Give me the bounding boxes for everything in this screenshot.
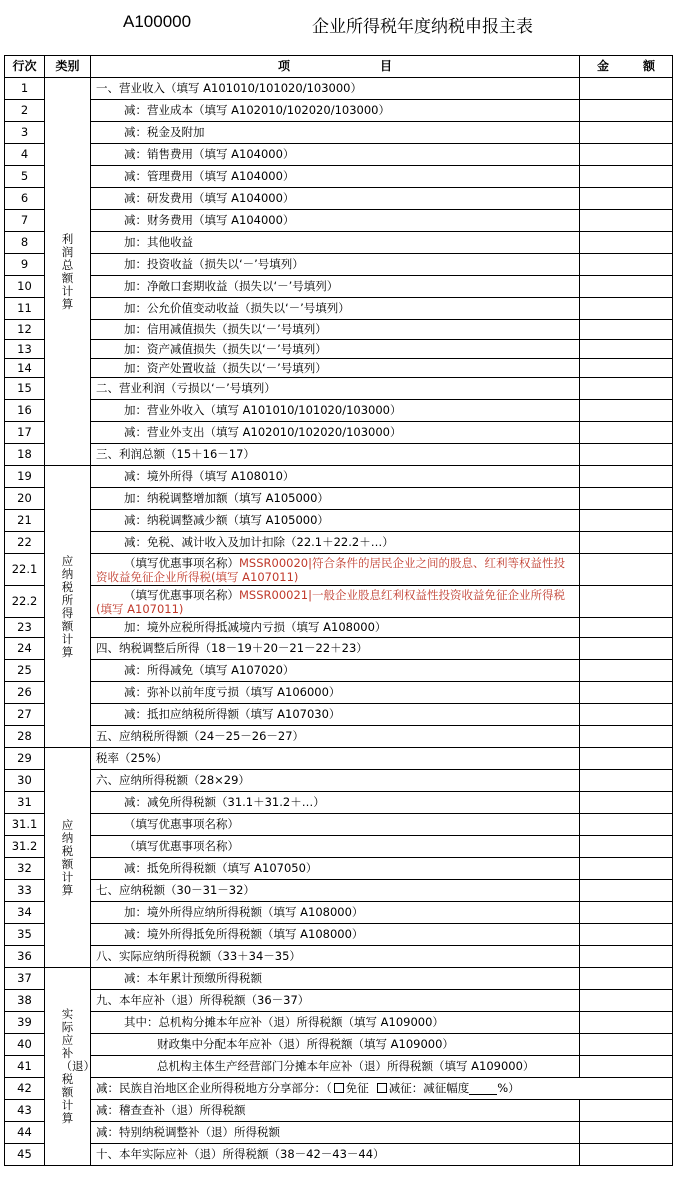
table-row bbox=[5, 1078, 673, 1100]
line-number: 31.2 bbox=[5, 836, 45, 858]
table-row bbox=[5, 166, 673, 188]
item-text: 减：弥补以前年度亏损（填写 A106000） bbox=[91, 682, 580, 704]
item-text: （填写优惠事项名称）MSSR00020|符合条件的居民企业之间的股息、红利等权益性投资收益免征企业所得税(填写 A107011) bbox=[91, 554, 580, 586]
line-number: 5 bbox=[5, 166, 45, 188]
table-row bbox=[5, 378, 673, 400]
item-text: 减：免税、减计收入及加计扣除（22.1＋22.2＋…） bbox=[91, 532, 580, 554]
amount-cell[interactable] bbox=[580, 880, 673, 902]
amount-cell[interactable] bbox=[580, 422, 673, 444]
amount-cell[interactable] bbox=[580, 990, 673, 1012]
amount-cell[interactable] bbox=[580, 554, 673, 586]
table-row bbox=[5, 340, 673, 359]
amount-cell[interactable] bbox=[580, 748, 673, 770]
amount-cell[interactable] bbox=[580, 166, 673, 188]
table-header-row bbox=[5, 56, 673, 78]
table-row bbox=[5, 618, 673, 638]
item-text: 减：财务费用（填写 A104000） bbox=[91, 210, 580, 232]
line-number: 42 bbox=[5, 1078, 45, 1100]
preferential-item-code: MSSR00020|符合条件的居民企业之间的股息、红利等权益性投资收益免征企业所得税(填写 A107011) bbox=[96, 555, 565, 584]
category-profit: 利润总额计算 bbox=[45, 78, 91, 466]
item-text: 减：稽查查补（退）所得税额 bbox=[91, 1100, 580, 1122]
item-text: 减：抵扣应纳税所得额（填写 A107030） bbox=[91, 704, 580, 726]
line-number: 12 bbox=[5, 320, 45, 340]
item-text: 九、本年应补（退）所得税额（36－37） bbox=[91, 990, 580, 1012]
amount-cell[interactable] bbox=[580, 488, 673, 510]
line-number: 10 bbox=[5, 276, 45, 298]
line-number: 39 bbox=[5, 1012, 45, 1034]
amount-cell[interactable] bbox=[580, 1012, 673, 1034]
item-text: 税率（25%） bbox=[91, 748, 580, 770]
line-number: 31.1 bbox=[5, 814, 45, 836]
amount-cell[interactable] bbox=[580, 232, 673, 254]
item-text: 加：营业外收入（填写 A101010/101020/103000） bbox=[91, 400, 580, 422]
line-number: 22 bbox=[5, 532, 45, 554]
table-row bbox=[5, 1122, 673, 1144]
line-number: 21 bbox=[5, 510, 45, 532]
col-header-line: 行次 bbox=[5, 56, 45, 78]
line-number: 45 bbox=[5, 1144, 45, 1166]
amount-cell[interactable] bbox=[580, 902, 673, 924]
amount-cell[interactable] bbox=[580, 188, 673, 210]
amount-cell[interactable] bbox=[580, 704, 673, 726]
amount-cell[interactable] bbox=[580, 1122, 673, 1144]
table-row bbox=[5, 924, 673, 946]
item-text: 财政集中分配本年应补（退）所得税额（填写 A109000） bbox=[91, 1034, 580, 1056]
amount-cell[interactable] bbox=[580, 660, 673, 682]
line-number: 33 bbox=[5, 880, 45, 902]
amount-cell[interactable] bbox=[580, 618, 673, 638]
item-text: 加：资产减值损失（损失以‘－’号填列） bbox=[91, 340, 580, 359]
item-text: （填写优惠事项名称） bbox=[91, 836, 580, 858]
amount-cell[interactable] bbox=[580, 78, 673, 100]
form-title: 企业所得税年度纳税申报主表 bbox=[312, 17, 533, 37]
item-text: 二、营业利润（亏损以‘－’号填列） bbox=[91, 378, 580, 400]
item-text: 加：净敞口套期收益（损失以‘－’号填列） bbox=[91, 276, 580, 298]
line-number: 4 bbox=[5, 144, 45, 166]
line-number: 22.1 bbox=[5, 554, 45, 586]
item-text: （填写优惠事项名称） bbox=[91, 814, 580, 836]
line-number: 1 bbox=[5, 78, 45, 100]
table-row bbox=[5, 232, 673, 254]
table-row bbox=[5, 704, 673, 726]
line-number: 14 bbox=[5, 359, 45, 378]
line-number: 27 bbox=[5, 704, 45, 726]
table-row bbox=[5, 968, 673, 990]
table-row bbox=[5, 210, 673, 232]
table-row bbox=[5, 836, 673, 858]
line-number: 29 bbox=[5, 748, 45, 770]
amount-cell[interactable] bbox=[580, 924, 673, 946]
line-number: 7 bbox=[5, 210, 45, 232]
table-row bbox=[5, 858, 673, 880]
item-text: 七、应纳税额（30－31－32） bbox=[91, 880, 580, 902]
col-header-amount: 金 额 bbox=[580, 56, 673, 78]
item-text: 加：境外应税所得抵减境内亏损（填写 A108000） bbox=[91, 618, 580, 638]
item-text: 减：研发费用（填写 A104000） bbox=[91, 188, 580, 210]
table-row bbox=[5, 144, 673, 166]
amount-cell[interactable] bbox=[580, 638, 673, 660]
table-row bbox=[5, 1100, 673, 1122]
amount-cell[interactable] bbox=[580, 770, 673, 792]
item-text: 减：所得减免（填写 A107020） bbox=[91, 660, 580, 682]
table-row bbox=[5, 1012, 673, 1034]
table-row bbox=[5, 188, 673, 210]
item-text: 五、应纳税所得额（24－25－26－27） bbox=[91, 726, 580, 748]
table-row bbox=[5, 792, 673, 814]
table-row bbox=[5, 814, 673, 836]
table-row bbox=[5, 880, 673, 902]
line-number: 25 bbox=[5, 660, 45, 682]
table-row bbox=[5, 902, 673, 924]
line-number: 30 bbox=[5, 770, 45, 792]
table-row bbox=[5, 682, 673, 704]
line-number: 2 bbox=[5, 100, 45, 122]
line-number: 16 bbox=[5, 400, 45, 422]
form-code: A100000 bbox=[123, 12, 192, 31]
amount-cell[interactable] bbox=[580, 400, 673, 422]
amount-cell[interactable] bbox=[580, 144, 673, 166]
table-row bbox=[5, 122, 673, 144]
item-text: 减：销售费用（填写 A104000） bbox=[91, 144, 580, 166]
item-text: 六、应纳所得税额（28×29） bbox=[91, 770, 580, 792]
table-row bbox=[5, 554, 673, 586]
col-header-category: 类别 bbox=[45, 56, 91, 78]
item-text: 减：管理费用（填写 A104000） bbox=[91, 166, 580, 188]
item-text: 总机构主体生产经营部门分摊本年应补（退）所得税额（填写 A109000） bbox=[91, 1056, 580, 1078]
line-number: 20 bbox=[5, 488, 45, 510]
table-row bbox=[5, 638, 673, 660]
preferential-item-code: MSSR00021|一般企业股息红利权益性投资收益免征企业所得税(填写 A107011) bbox=[96, 587, 565, 616]
item-text: 加：公允价值变动收益（损失以‘－’号填列） bbox=[91, 298, 580, 320]
table-row bbox=[5, 400, 673, 422]
line-number: 35 bbox=[5, 924, 45, 946]
checkbox-exempt[interactable] bbox=[334, 1083, 344, 1093]
table-row bbox=[5, 276, 673, 298]
item-text: 一、营业收入（填写 A101010/101020/103000） bbox=[91, 78, 580, 100]
line-number: 22.2 bbox=[5, 586, 45, 618]
line-number: 38 bbox=[5, 990, 45, 1012]
tax-return-table bbox=[4, 55, 673, 1166]
amount-cell[interactable] bbox=[580, 359, 673, 378]
amount-cell[interactable] bbox=[580, 1056, 673, 1078]
category-taxable-income: 应纳税所得额计算 bbox=[45, 466, 91, 748]
line-number: 40 bbox=[5, 1034, 45, 1056]
table-row bbox=[5, 510, 673, 532]
amount-cell[interactable] bbox=[580, 792, 673, 814]
item-text: 减：特别纳税调整补（退）所得税额 bbox=[91, 1122, 580, 1144]
line-number: 36 bbox=[5, 946, 45, 968]
item-text: 减：纳税调整减少额（填写 A105000） bbox=[91, 510, 580, 532]
item-text: 减：本年累计预缴所得税额 bbox=[91, 968, 580, 990]
amount-cell[interactable] bbox=[580, 726, 673, 748]
item-text: 减：营业成本（填写 A102010/102020/103000） bbox=[91, 100, 580, 122]
amount-cell[interactable] bbox=[580, 378, 673, 400]
item-text: 减：境外所得抵免所得税额（填写 A108000） bbox=[91, 924, 580, 946]
line-number: 31 bbox=[5, 792, 45, 814]
amount-cell[interactable] bbox=[580, 946, 673, 968]
table-row bbox=[5, 1034, 673, 1056]
amount-cell[interactable] bbox=[580, 836, 673, 858]
table-row bbox=[5, 359, 673, 378]
line-number: 6 bbox=[5, 188, 45, 210]
amount-cell[interactable] bbox=[580, 1144, 673, 1166]
line-number: 26 bbox=[5, 682, 45, 704]
line-number: 15 bbox=[5, 378, 45, 400]
table-row bbox=[5, 1144, 673, 1166]
line-number: 18 bbox=[5, 444, 45, 466]
category-tax-payable: 应纳税额计算 bbox=[45, 748, 91, 968]
line-number: 3 bbox=[5, 122, 45, 144]
amount-cell[interactable] bbox=[580, 466, 673, 488]
item-text: 减：营业外支出（填写 A102010/102020/103000） bbox=[91, 422, 580, 444]
table-row bbox=[5, 532, 673, 554]
item-text: 四、纳税调整后所得（18－19＋20－21－22＋23） bbox=[91, 638, 580, 660]
form-header bbox=[0, 0, 676, 53]
amount-cell[interactable] bbox=[580, 340, 673, 359]
item-text: 减：抵免所得税额（填写 A107050） bbox=[91, 858, 580, 880]
table-row bbox=[5, 78, 673, 100]
amount-cell[interactable] bbox=[580, 100, 673, 122]
amount-cell[interactable] bbox=[580, 682, 673, 704]
table-row bbox=[5, 444, 673, 466]
item-text: 其中：总机构分摊本年应补（退）所得税额（填写 A109000） bbox=[91, 1012, 580, 1034]
amount-cell[interactable] bbox=[580, 298, 673, 320]
item-text: 加：资产处置收益（损失以‘－’号填列） bbox=[91, 359, 580, 378]
table-row bbox=[5, 254, 673, 276]
item-text: 加：纳税调整增加额（填写 A105000） bbox=[91, 488, 580, 510]
amount-cell[interactable] bbox=[580, 254, 673, 276]
amount-cell[interactable] bbox=[580, 444, 673, 466]
line-number: 32 bbox=[5, 858, 45, 880]
line-number: 23 bbox=[5, 618, 45, 638]
line-number: 34 bbox=[5, 902, 45, 924]
line-number: 17 bbox=[5, 422, 45, 444]
line-number: 9 bbox=[5, 254, 45, 276]
line-number: 41 bbox=[5, 1056, 45, 1078]
table-row bbox=[5, 320, 673, 340]
table-row bbox=[5, 748, 673, 770]
item-text: 十、本年实际应补（退）所得税额（38－42－43－44） bbox=[91, 1144, 580, 1166]
table-row bbox=[5, 298, 673, 320]
amount-cell[interactable] bbox=[580, 586, 673, 618]
item-text: 减：减免所得税额（31.1＋31.2＋…） bbox=[91, 792, 580, 814]
item-text: 减：民族自治地区企业所得税地方分享部分：（ 免征 减征：减征幅度 %） bbox=[91, 1078, 673, 1100]
table-row bbox=[5, 660, 673, 682]
line-number: 11 bbox=[5, 298, 45, 320]
reduction-rate-field[interactable] bbox=[469, 1084, 497, 1095]
amount-cell[interactable] bbox=[580, 320, 673, 340]
item-text: 加：信用减值损失（损失以‘－’号填列） bbox=[91, 320, 580, 340]
item-text: 减：境外所得（填写 A108010） bbox=[91, 466, 580, 488]
table-row bbox=[5, 990, 673, 1012]
amount-cell[interactable] bbox=[580, 814, 673, 836]
table-row bbox=[5, 466, 673, 488]
amount-cell[interactable] bbox=[580, 858, 673, 880]
table-row bbox=[5, 488, 673, 510]
line-number: 28 bbox=[5, 726, 45, 748]
line-number: 8 bbox=[5, 232, 45, 254]
table-row bbox=[5, 422, 673, 444]
table-row bbox=[5, 586, 673, 618]
amount-cell[interactable] bbox=[580, 210, 673, 232]
item-text: 加：其他收益 bbox=[91, 232, 580, 254]
amount-cell[interactable] bbox=[580, 532, 673, 554]
item-text: 八、实际应纳所得税额（33＋34－35） bbox=[91, 946, 580, 968]
amount-cell[interactable] bbox=[580, 510, 673, 532]
amount-cell[interactable] bbox=[580, 1100, 673, 1122]
line-number: 44 bbox=[5, 1122, 45, 1144]
line-number: 43 bbox=[5, 1100, 45, 1122]
item-text: 减：税金及附加 bbox=[91, 122, 580, 144]
line-number: 19 bbox=[5, 466, 45, 488]
amount-cell[interactable] bbox=[580, 276, 673, 298]
item-text: 加：境外所得应纳所得税额（填写 A108000） bbox=[91, 902, 580, 924]
checkbox-reduce[interactable] bbox=[377, 1083, 387, 1093]
amount-cell[interactable] bbox=[580, 1034, 673, 1056]
category-refund: 实际应补（退）税额计算 bbox=[45, 968, 91, 1166]
item-text: （填写优惠事项名称）MSSR00021|一般企业股息红利权益性投资收益免征企业所得税(填写 A107011) bbox=[91, 586, 580, 618]
table-row bbox=[5, 946, 673, 968]
table-row bbox=[5, 726, 673, 748]
line-number: 24 bbox=[5, 638, 45, 660]
table-row bbox=[5, 100, 673, 122]
item-text: 加：投资收益（损失以‘－’号填列） bbox=[91, 254, 580, 276]
amount-cell[interactable] bbox=[580, 968, 673, 990]
line-number: 37 bbox=[5, 968, 45, 990]
amount-cell[interactable] bbox=[580, 122, 673, 144]
table-row bbox=[5, 770, 673, 792]
item-text: 三、利润总额（15＋16－17） bbox=[91, 444, 580, 466]
col-header-item: 项 目 bbox=[91, 56, 580, 78]
table-row bbox=[5, 1056, 673, 1078]
line-number: 13 bbox=[5, 340, 45, 359]
